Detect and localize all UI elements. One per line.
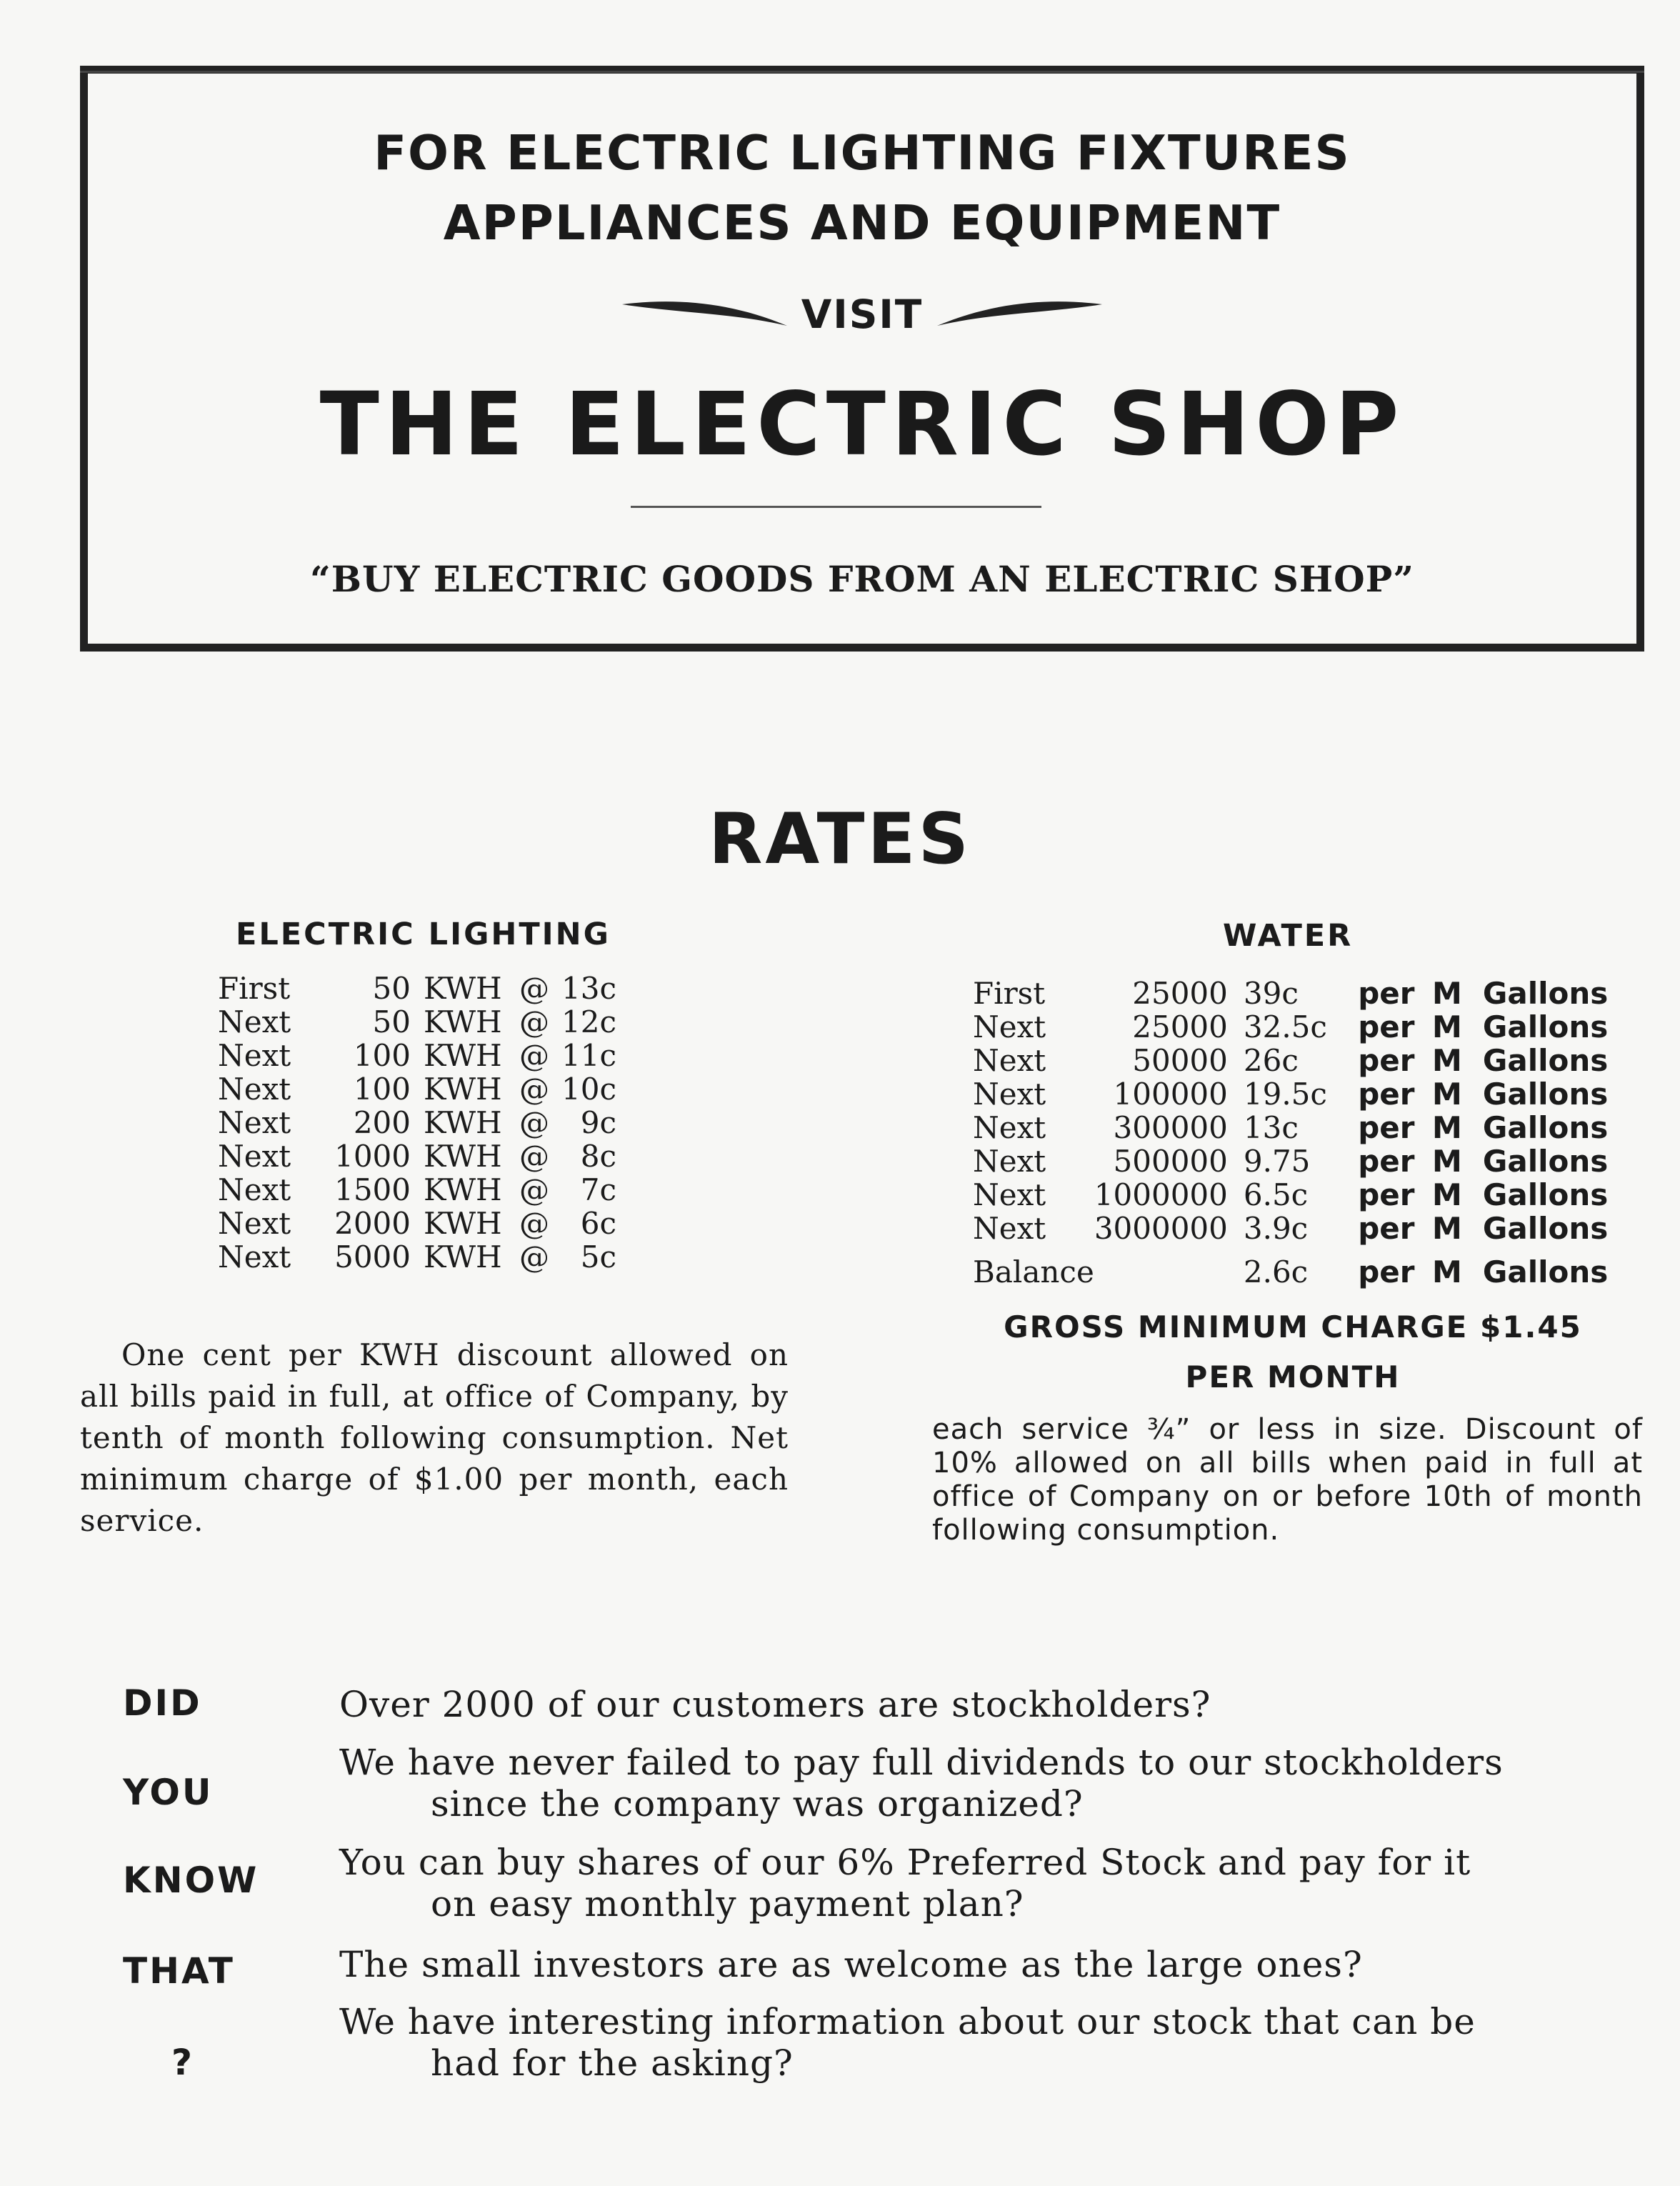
tier-label: Next: [218, 1172, 291, 1207]
question-line: We have interesting information about our stock that can be: [339, 2001, 1476, 2042]
tier-amount: 50: [372, 1004, 411, 1039]
tier-amount: 3000000: [1094, 1211, 1228, 1246]
tier-label: First: [973, 976, 1046, 1011]
thousand-mark: M: [1431, 976, 1462, 1011]
tier-amount: 2000: [334, 1206, 411, 1241]
thousand-mark: M: [1431, 1144, 1462, 1179]
tier-label: Next: [973, 1110, 1046, 1145]
rates-title: RATES: [708, 799, 972, 880]
tier-rate: 9.75: [1243, 1144, 1311, 1179]
question-line: Over 2000 of our customers are stockholders?: [339, 1684, 1211, 1725]
tier-rate: 6.5c: [1243, 1177, 1309, 1212]
balance-rate: 2.6c: [1243, 1254, 1309, 1289]
gross-minimum-period: PER MONTH: [1185, 1359, 1401, 1394]
tier-rate: 11c: [561, 1038, 616, 1073]
tier-amount: 50: [372, 971, 411, 1006]
question-item: [339, 2001, 1604, 2084]
water-heading: WATER: [1223, 918, 1354, 954]
table-row: [973, 1212, 1608, 1245]
thousand-mark: M: [1431, 1177, 1462, 1212]
per-word: per: [1358, 1254, 1415, 1289]
right-flourish-icon: [934, 294, 1106, 334]
tier-amount: 1500: [334, 1172, 411, 1207]
tier-label: Next: [218, 1239, 291, 1274]
visit-row: [88, 291, 1636, 337]
water-rate-table: [973, 977, 1608, 1289]
table-row: [218, 1005, 616, 1039]
at-sign: @: [519, 1004, 549, 1039]
table-row: [218, 1240, 616, 1274]
tier-label: Next: [218, 1139, 291, 1174]
tier-unit: KWH: [424, 1206, 502, 1241]
tier-rate: 12c: [561, 1004, 616, 1039]
tier-label: Next: [218, 1206, 291, 1241]
question-line: The small investors are as welcome as the large ones?: [339, 1944, 1363, 1985]
tier-amount: 1000000: [1094, 1177, 1228, 1212]
balance-unit: Gallons: [1482, 1254, 1609, 1289]
tier-rate: 7c: [580, 1172, 616, 1207]
question-item: [339, 1842, 1604, 1925]
tier-unit: KWH: [424, 971, 502, 1006]
at-sign: @: [519, 1072, 549, 1107]
table-row: [218, 1207, 616, 1240]
tier-label: Next: [973, 1043, 1046, 1078]
side-question-mark: ?: [171, 2042, 195, 2083]
ad-slogan: “BUY ELECTRIC GOODS FROM AN ELECTRIC SHOP”: [310, 558, 1414, 600]
tier-unit: Gallons: [1482, 976, 1609, 1011]
electric-discount-note: One cent per KWH discount allowed on all bills paid in full, at office of Company, by tenth of month following consumption. Net minimum charge of $1.00 per month, each service.: [80, 1337, 789, 1538]
electric-lighting-heading: ELECTRIC LIGHTING: [236, 917, 611, 952]
tier-rate: 39c: [1243, 976, 1299, 1011]
per-word: per: [1358, 1077, 1415, 1112]
tier-unit: Gallons: [1482, 1211, 1609, 1246]
tier-unit: Gallons: [1482, 1009, 1609, 1044]
tier-rate: 5c: [580, 1239, 616, 1274]
tier-rate: 19.5c: [1243, 1077, 1327, 1112]
table-row: [973, 1044, 1608, 1077]
side-word-you: YOU: [123, 1772, 214, 1813]
table-row: [973, 1144, 1608, 1178]
tier-rate: 13c: [1243, 1110, 1299, 1145]
tier-amount: 100: [353, 1038, 411, 1073]
ad-headline-line2: APPLIANCES AND EQUIPMENT: [443, 195, 1281, 251]
tier-label: Next: [218, 1105, 291, 1140]
per-word: per: [1358, 1211, 1415, 1246]
per-word: per: [1358, 1177, 1415, 1212]
tier-rate: 6c: [580, 1206, 616, 1241]
tier-rate: 9c: [580, 1105, 616, 1140]
tier-rate: 10c: [561, 1072, 616, 1107]
electric-rate-table: [218, 972, 616, 1274]
tier-label: Next: [218, 1004, 291, 1039]
tier-amount: 300000: [1113, 1110, 1228, 1145]
at-sign: @: [519, 1172, 549, 1207]
tier-amount: 50000: [1132, 1043, 1228, 1078]
table-row: [973, 1111, 1608, 1144]
tier-unit: Gallons: [1482, 1043, 1609, 1078]
tier-unit: KWH: [424, 1139, 502, 1174]
table-row: [973, 1077, 1608, 1111]
at-sign: @: [519, 971, 549, 1006]
tier-unit: Gallons: [1482, 1077, 1609, 1112]
table-row: [218, 972, 616, 1005]
tier-label: Next: [973, 1077, 1046, 1112]
tier-label: Next: [973, 1144, 1046, 1179]
ad-divider: [631, 506, 1041, 508]
balance-row: [973, 1245, 1608, 1289]
table-row: [973, 1010, 1608, 1044]
tier-unit: Gallons: [1482, 1144, 1609, 1179]
thousand-mark: M: [1431, 1077, 1462, 1112]
table-row: [973, 1178, 1608, 1212]
thousand-mark: M: [1431, 1254, 1462, 1289]
tier-amount: 5000: [334, 1239, 411, 1274]
tier-amount: 200: [353, 1105, 411, 1140]
tier-unit: KWH: [424, 1072, 502, 1107]
tier-label: Next: [218, 1038, 291, 1073]
tier-amount: 500000: [1113, 1144, 1228, 1179]
tier-label: Next: [973, 1009, 1046, 1044]
at-sign: @: [519, 1239, 549, 1274]
thousand-mark: M: [1431, 1043, 1462, 1078]
per-word: per: [1358, 1144, 1415, 1179]
tier-amount: 100000: [1113, 1077, 1228, 1112]
question-line: We have never failed to pay full dividends to our stockholders: [339, 1742, 1504, 1783]
tier-unit: Gallons: [1482, 1177, 1609, 1212]
question-line: You can buy shares of our 6% Preferred Stock and pay for it: [339, 1842, 1471, 1883]
tier-unit: KWH: [424, 1038, 502, 1073]
tier-amount: 100: [353, 1072, 411, 1107]
side-word-know: KNOW: [123, 1860, 259, 1901]
tier-label: Next: [973, 1177, 1046, 1212]
advertisement-box: [80, 66, 1644, 652]
tier-amount: 25000: [1132, 976, 1228, 1011]
shop-name: THE ELECTRIC SHOP: [319, 374, 1405, 475]
tier-rate: 13c: [561, 971, 616, 1006]
tier-rate: 32.5c: [1243, 1009, 1327, 1044]
table-row: [218, 1139, 616, 1173]
table-row: [218, 1039, 616, 1072]
side-word-that: THAT: [123, 1950, 235, 1992]
tier-rate: 3.9c: [1243, 1211, 1309, 1246]
per-word: per: [1358, 976, 1415, 1011]
tier-label: First: [218, 971, 291, 1006]
per-word: per: [1358, 1043, 1415, 1078]
question-item: [339, 1742, 1604, 1825]
table-row: [218, 1173, 616, 1207]
question-item: [339, 1684, 1604, 1725]
left-flourish-icon: [619, 294, 790, 334]
side-word-did: DID: [123, 1682, 202, 1724]
at-sign: @: [519, 1206, 549, 1241]
tier-amount: 1000: [334, 1139, 411, 1174]
question-item: [339, 1944, 1604, 1985]
balance-label: Balance: [973, 1254, 1094, 1289]
table-row: [218, 1072, 616, 1106]
at-sign: @: [519, 1139, 549, 1174]
tier-rate: 8c: [580, 1139, 616, 1174]
at-sign: @: [519, 1105, 549, 1140]
table-row: [218, 1106, 616, 1139]
table-row: [973, 977, 1608, 1010]
tier-rate: 26c: [1243, 1043, 1299, 1078]
per-word: per: [1358, 1009, 1415, 1044]
tier-amount: 25000: [1132, 1009, 1228, 1044]
tier-label: Next: [973, 1211, 1046, 1246]
tier-unit: KWH: [424, 1004, 502, 1039]
at-sign: @: [519, 1038, 549, 1073]
tier-unit: Gallons: [1482, 1110, 1609, 1145]
tier-unit: KWH: [424, 1239, 502, 1274]
tier-label: Next: [218, 1072, 291, 1107]
thousand-mark: M: [1431, 1009, 1462, 1044]
tier-unit: KWH: [424, 1105, 502, 1140]
gross-minimum-charge: GROSS MINIMUM CHARGE $1.45: [1004, 1309, 1582, 1344]
per-word: per: [1358, 1110, 1415, 1145]
question-continuation: since the company was organized?: [431, 1783, 1084, 1825]
tier-unit: KWH: [424, 1172, 502, 1207]
thousand-mark: M: [1431, 1110, 1462, 1145]
water-discount-note: each service ¾” or less in size. Discount of 10% allowed on all bills when paid in full at office of Company on or before 10th of month following consumption.: [932, 1413, 1643, 1547]
thousand-mark: M: [1431, 1211, 1462, 1246]
ad-headline-line1: FOR ELECTRIC LIGHTING FIXTURES: [374, 125, 1351, 181]
question-continuation: on easy monthly payment plan?: [431, 1883, 1024, 1925]
question-continuation: had for the asking?: [431, 2042, 794, 2084]
visit-label: VISIT: [801, 291, 924, 337]
